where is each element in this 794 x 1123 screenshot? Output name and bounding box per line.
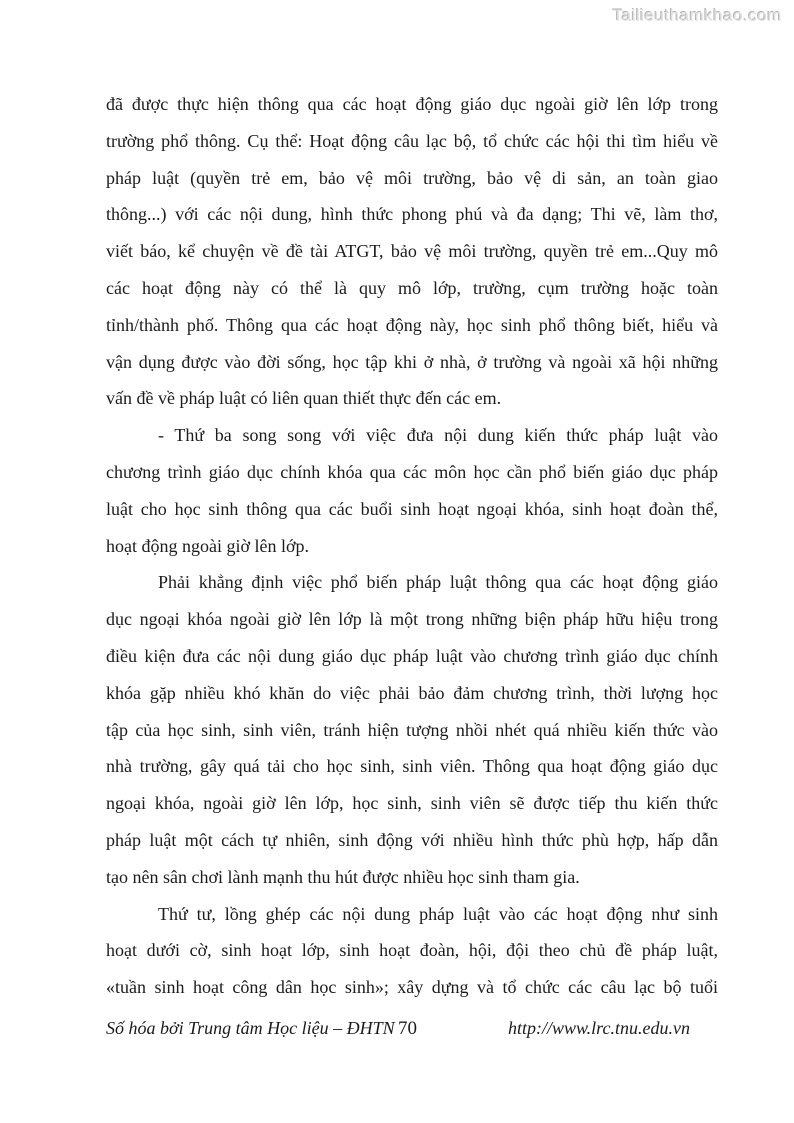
text-line: khóa gặp nhiều khó khăn do việc phải bảo đảm chương trình, thời lượng học — [106, 682, 718, 703]
text-line: nhà trường, gây quá tải cho học sinh, sinh viên. Thông qua hoạt động giáo dục — [106, 756, 718, 777]
body-text — [106, 86, 718, 1006]
text-line: các hoạt động này có thể là quy mô lớp, trường, cụm trường hoặc toàn — [106, 277, 718, 298]
text-line: - Thứ ba song song với việc đưa nội dung kiến thức pháp luật vào — [158, 425, 718, 446]
text-line: tỉnh/thành phố. Thông qua các hoạt động này, học sinh phổ thông biết, hiểu và — [106, 314, 718, 335]
text-line: vận dụng được vào đời sống, học tập khi ở nhà, ở trường và ngoài xã hội những — [106, 351, 718, 372]
paragraph — [106, 86, 718, 417]
text-line: hoạt dưới cờ, sinh hoạt lớp, sinh hoạt đoàn, hội, đội theo chủ đề pháp luật, — [106, 940, 718, 961]
paragraph — [106, 564, 718, 895]
watermark: Tailieuthamkhao.com — [612, 6, 782, 25]
text-line: pháp luật một cách tự nhiên, sinh động với nhiều hình thức phù hợp, hấp dẫn — [106, 829, 718, 850]
footer-digitized-by: Số hóa bởi Trung tâm Học liệu – ĐHTN — [106, 1018, 395, 1038]
text-line: dục ngoại khóa ngoài giờ lên lớp là một trong những biện pháp hữu hiệu trong — [106, 609, 718, 630]
text-line: ngoại khóa, ngoài giờ lên lớp, học sinh, sinh viên sẽ được tiếp thu kiến thức — [106, 793, 718, 814]
text-line: chương trình giáo dục chính khóa qua các môn học cần phổ biến giáo dục pháp — [106, 461, 718, 482]
text-line: luật cho học sinh thông qua các buổi sinh hoạt ngoại khóa, sinh hoạt đoàn thể, — [106, 498, 718, 519]
text-line: Thứ tư, lồng ghép các nội dung pháp luật vào các hoạt động như sinh — [158, 903, 718, 924]
text-line: pháp luật (quyền trẻ em, bảo vệ môi trường, bảo vệ di sản, an toàn giao — [106, 167, 718, 188]
text-line: «tuần sinh hoạt công dân học sinh»; xây dựng và tổ chức các câu lạc bộ tuổi — [106, 977, 718, 998]
footer-url: http://www.lrc.tnu.edu.vn — [508, 1018, 690, 1038]
page-number: 70 — [398, 1018, 417, 1039]
text-line: tập của học sinh, sinh viên, tránh hiện tượng nhồi nhét quá nhiều kiến thức vào — [106, 719, 718, 740]
paragraph — [106, 896, 718, 1006]
text-line: thông...) với các nội dung, hình thức phong phú và đa dạng; Thi vẽ, làm thơ, — [106, 204, 718, 225]
text-line: trường phổ thông. Cụ thể: Hoạt động câu lạc bộ, tổ chức các hội thi tìm hiểu về — [106, 130, 718, 151]
text-line: tạo nên sân chơi lành mạnh thu hút được nhiều học sinh tham gia. — [106, 866, 580, 887]
text-line: vấn đề về pháp luật có liên quan thiết thực đến các em. — [106, 388, 502, 409]
text-line: hoạt động ngoài giờ lên lớp. — [106, 535, 310, 556]
text-line: viết báo, kể chuyện về đề tài ATGT, bảo vệ môi trường, quyền trẻ em...Quy mô — [106, 241, 718, 262]
page-footer — [0, 1018, 794, 1050]
text-line: điều kiện đưa các nội dung giáo dục pháp luật vào chương trình giáo dục chính — [106, 645, 718, 666]
paragraph — [106, 417, 718, 564]
text-line: Phải khẳng định việc phổ biến pháp luật thông qua các hoạt động giáo — [158, 572, 718, 593]
text-line: đã được thực hiện thông qua các hoạt động giáo dục ngoài giờ lên lớp trong — [106, 94, 718, 114]
